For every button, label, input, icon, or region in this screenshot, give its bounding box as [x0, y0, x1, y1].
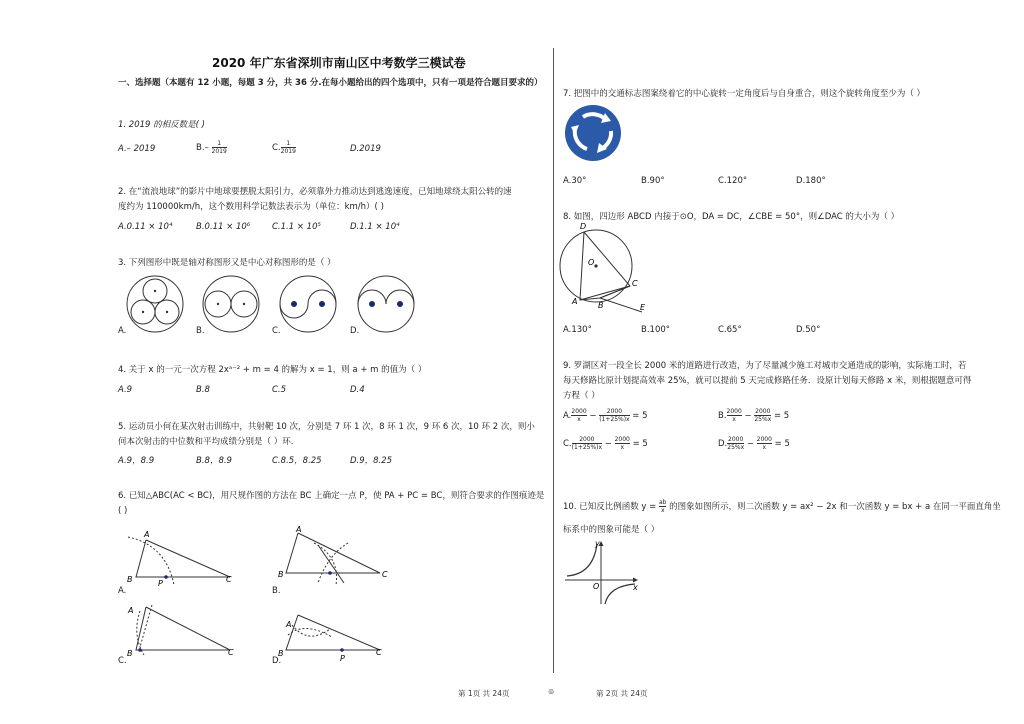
q1-stem: 1. 2019 的相反数是( ): [118, 120, 205, 130]
q9-option-c: C. $\frac{2000}{(1+25\%)x}$ − $\frac{2000}{x}$ = 5: [563, 436, 648, 451]
q6-option-b: B.: [272, 586, 281, 596]
q6-figure-c: [136, 605, 230, 655]
q2-stem-line2: 度约为 110000km/h，这个数用科学记数法表示为（单位：km/h）( ): [118, 202, 384, 212]
q6b-label-a: A: [296, 525, 302, 534]
q7-stem: 7. 把图中的交通标志图案绕着它的中心旋转一定角度后与自身重合，则这个旋转角度至少为（ ）: [563, 89, 926, 99]
q3-option-c: C.: [272, 326, 281, 336]
q6c-label-c: C: [228, 648, 234, 657]
q8-label-b: B: [598, 301, 604, 310]
q5-option-a: A.9，8.9: [118, 456, 155, 466]
exam-title: 2020 年广东省深圳市南山区中考数学三模试卷: [212, 56, 466, 70]
q4-option-b: B.8: [196, 385, 210, 395]
footer-left-page-number: 第 1页 共 24页: [458, 689, 510, 698]
q6a-label-c: C: [226, 575, 232, 584]
q6c-label-a: A: [128, 606, 134, 615]
q6-option-d: D.: [272, 656, 282, 666]
q6d-label-c: C: [376, 648, 382, 657]
q1-option-b: B.– $\frac{1}{2019}$: [196, 140, 227, 155]
q8-option-c: C.65°: [718, 325, 742, 335]
q9-option-a: A. $\frac{2000}{x}$ − $\frac{2000}{(1+25\%)x}$ = 5: [563, 408, 648, 423]
q2-option-d: D.1.1 × 10⁴: [350, 222, 400, 232]
q2-stem-line1: 2. 在“流浪地球”的影片中地球要摆脱太阳引力，必须靠外力推动达到逃逸速度，已知地球绕太阳公转的速: [118, 187, 512, 197]
q4-option-c: C.5: [272, 385, 287, 395]
q4-option-d: D.4: [350, 385, 365, 395]
q4-option-a: A.9: [118, 385, 133, 395]
q9-option-b: B. $\frac{2000}{x}$ − $\frac{2000}{25\%x}$ = 5: [718, 408, 790, 423]
q6-option-c: C.: [118, 656, 127, 666]
q2-option-c: C.1.1 × 10⁵: [272, 222, 321, 232]
q10-origin-label: O: [593, 582, 600, 591]
q3-option-d: D.: [350, 326, 360, 336]
section-heading: 一、选择题（本题有 12 小题，每题 3 分，共 36 分.在每小题给出的四个选项中，只有一项是符合题目要求的）: [118, 78, 543, 88]
q8-label-e: E: [640, 303, 646, 312]
q6a-label-a: A: [144, 530, 150, 539]
q6-figures: [118, 525, 418, 665]
q8-label-c: C: [632, 279, 638, 288]
q9-stem-line1: 9. 罗湖区对一段全长 2000 米的道路进行改造，为了尽量减少施工对城市交通造成的影响，实际施工时，若: [563, 361, 967, 371]
q6a-label-b: B: [127, 575, 133, 584]
q5-option-d: D.9，8.25: [350, 456, 393, 466]
q5-stem-line1: 5. 运动员小何在某次射击训练中，共射靶 10 次，分别是 7 环 1 次，8 环 1 次，9 环 6 次，10 环 2 次，则小: [118, 422, 535, 432]
q2-option-b: B.0.11 × 10⁶: [196, 222, 251, 232]
q6b-label-b: B: [278, 570, 284, 579]
q8-circle-figure: [558, 220, 658, 320]
q6b-label-c: C: [382, 570, 388, 579]
q6-stem-line2: ( ): [118, 506, 128, 516]
q6-figure-a: [128, 537, 230, 585]
q3-figures: [118, 274, 538, 336]
q7-option-b: B.90°: [641, 176, 665, 186]
q8-option-d: D.50°: [796, 325, 821, 335]
q6d-label-b: B: [278, 649, 284, 658]
q2-option-a: A.0.11 × 10⁴: [118, 222, 173, 232]
q10-axis-x-label: x: [633, 583, 638, 592]
q3-stem: 3. 下列图形中既是轴对称图形又是中心对称图形的是（ ）: [118, 258, 336, 268]
q10-axis-y-label: y: [595, 539, 600, 548]
q8-label-d: D: [580, 222, 587, 231]
q6c-label-b: B: [127, 649, 133, 658]
page-divider: [553, 48, 554, 673]
q8-label-o: O: [588, 258, 595, 267]
q8-label-a: A: [572, 297, 578, 306]
traffic-sign-roundabout: [563, 103, 623, 163]
q3-figure-d: [358, 276, 414, 332]
q6d-label-p: P: [340, 654, 345, 663]
q3-figure-b: [203, 276, 259, 332]
q6d-label-a: A: [286, 620, 292, 629]
q5-option-b: B.8，8.9: [196, 456, 232, 466]
q8-option-a: A.130°: [563, 325, 592, 335]
q1-option-c: C. $\frac{1}{2019}$: [272, 140, 296, 155]
q8-stem: 8. 如图，四边形 ABCD 内接于⊙O，DA = DC，∠CBE = 50°，则∠DAC 的大小为（ ）: [563, 212, 900, 222]
q6-stem-line1: 6. 已知△ABC(AC < BC)，用尺规作图的方法在 BC 上确定一点 P，使 PA + PC = BC，则符合要求的作图痕迹是: [118, 491, 545, 501]
binding-ring-icon: ⊚: [548, 687, 555, 696]
q5-option-c: C.8.5，8.25: [272, 456, 322, 466]
q10-stem-line2: 标系中的图象可能是（ ）: [563, 525, 660, 535]
q3-option-b: B.: [196, 326, 205, 336]
q7-option-d: D.180°: [796, 176, 826, 186]
q6-figure-b: [286, 533, 380, 585]
q6a-label-p: P: [158, 579, 163, 588]
q10-hyperbola-graph: [563, 538, 643, 608]
q3-option-a: A.: [118, 326, 127, 336]
q6-figure-d: [286, 615, 380, 652]
q4-stem: 4. 关于 x 的一元一次方程 2xᵃ⁻² + m = 4 的解为 x = 1，则 a + m 的值为（ ）: [118, 365, 427, 375]
q9-option-d: D. $\frac{2000}{25\%x}$ − $\frac{2000}{x}$ = 5: [718, 436, 790, 451]
q5-stem-line2: 何本次射击的中位数和平均成绩分别是（ ）环.: [118, 437, 294, 447]
footer-right-page-number: 第 2页 共 24页: [596, 689, 648, 698]
q8-option-b: B.100°: [641, 325, 671, 335]
q7-option-a: A.30°: [563, 176, 587, 186]
q3-figure-a: [127, 276, 183, 332]
q3-figure-c: [280, 276, 336, 332]
q9-stem-line3: 方程（ ）: [563, 391, 600, 401]
q9-stem-line2: 每天修路比原计划提高效率 25%，就可以提前 5 天完成修路任务．设原计划每天修路 x 米，则根据题意可得: [563, 376, 972, 386]
q1-option-a: A.– 2019: [118, 144, 156, 154]
q6-option-a: A.: [118, 586, 127, 596]
q7-option-c: C.120°: [718, 176, 748, 186]
q1-option-d: D.2019: [350, 144, 381, 154]
q10-stem-line1: 10. 已知反比例函数 y = $\frac{ab}{x}$ 的图象如图所示，则二次函数 y = ax² − 2x 和一次函数 y = bx + a 在同一平面直角坐: [563, 499, 1001, 514]
